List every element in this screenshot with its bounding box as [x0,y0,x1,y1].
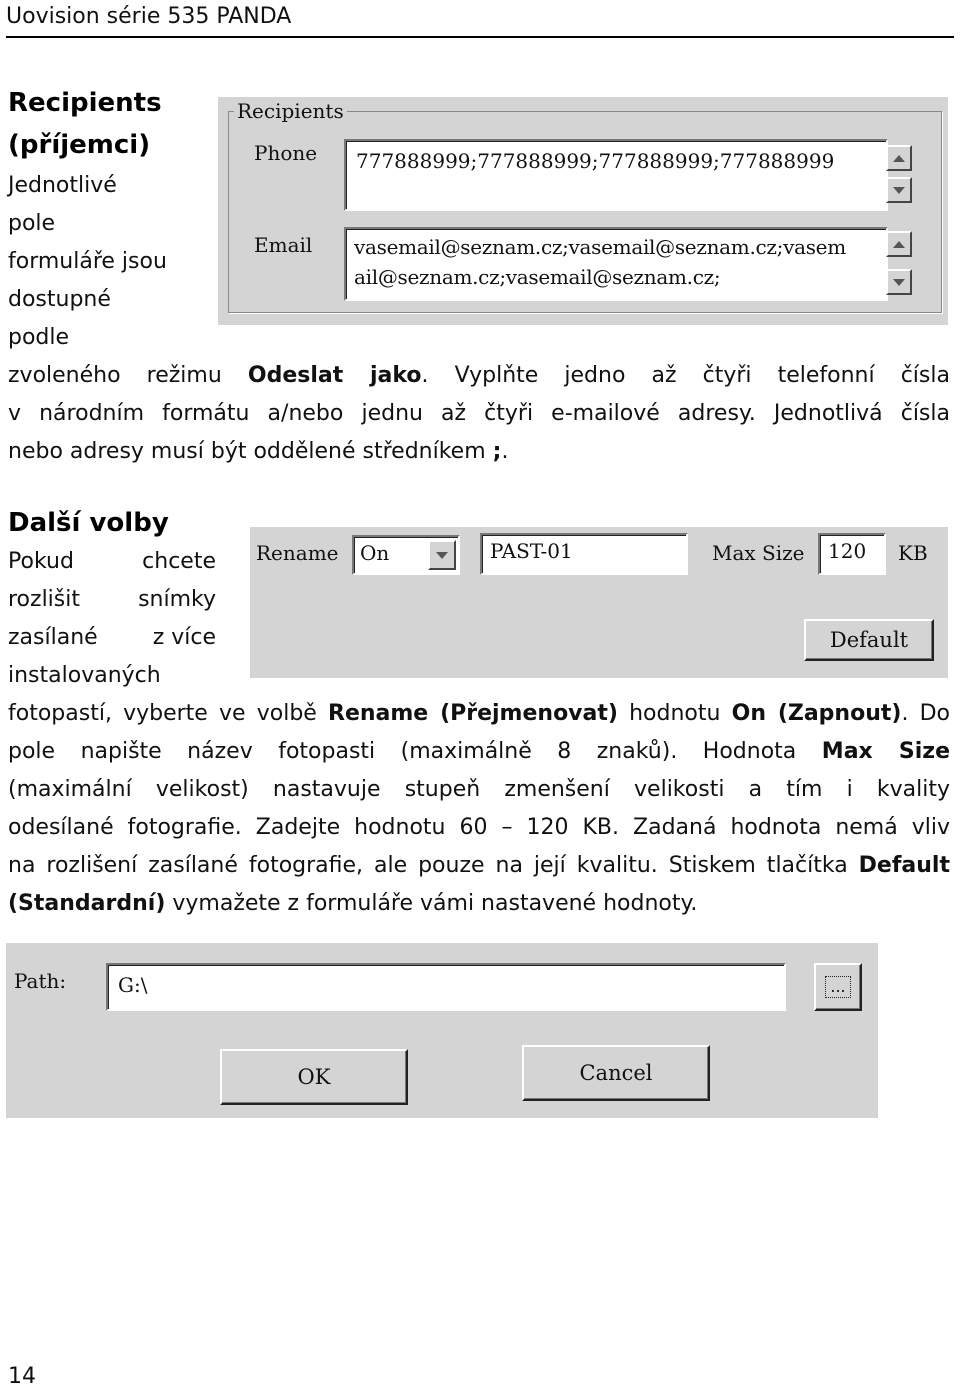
browse-button[interactable] [814,963,862,1011]
scroll-down-button[interactable] [886,177,912,203]
rename-select[interactable] [352,535,460,575]
recipients-group-label: Recipients [234,99,347,123]
side-text-line: podle [8,325,70,350]
paragraph-line: fotopastí, vyberte ve volbě Rename (Přejmenovat) hodnotu On (Zapnout). Do [8,701,951,726]
paragraph-line: zvoleného režimu Odeslat jako. Vyplňte jedno až čtyři telefonní čísla [8,363,950,388]
max-size-label: Max Size [712,541,805,565]
default-button[interactable]: Default [804,619,934,661]
paragraph-line: v národním formátu a/nebo jednu až čtyři e-mailové adresy. Jednotlivá čísla [8,401,950,426]
recipients-form [218,97,948,325]
page-header: Uovision série 535 PANDA [6,2,954,38]
paragraph-line: odesílané fotografie. Zadejte hodnotu 60 – 120 KB. Zadaná hodnota nemá vliv [8,815,950,840]
paragraph-line: (Standardní) vymažete z formuláře vámi nastavené hodnoty. [8,891,698,916]
page-number: 14 [8,1364,36,1389]
unit-label: KB [898,541,928,565]
arrow-up-icon [893,241,905,248]
path-form [6,943,878,1118]
email-field[interactable] [344,227,888,301]
max-size-value: 120 [828,539,867,563]
rename-label: Rename [256,541,339,565]
dropdown-button[interactable] [428,540,456,570]
phone-label: Phone [254,141,318,165]
recipients-heading-translation: (příjemci) [8,130,151,160]
path-value: G:\ [118,973,148,997]
cancel-button[interactable]: Cancel [522,1045,710,1101]
ok-button[interactable]: OK [220,1049,408,1105]
side-text-line: formuláře jsou [8,249,167,274]
arrow-down-icon [893,187,905,194]
side-text-line: pole [8,211,56,236]
scroll-up-button[interactable] [886,145,912,171]
recipients-heading: Recipients [8,88,162,118]
options-heading: Další volby [8,508,169,538]
rename-select-value: On [360,541,390,565]
camera-name-field[interactable] [480,533,688,575]
phone-value: 777888999;777888999;777888999;777888999 [356,149,835,173]
side-text-line: rozlišit snímky [8,587,216,612]
scroll-down-button[interactable] [886,269,912,295]
path-field[interactable] [106,963,786,1011]
email-value-line: vasemail@seznam.cz;vasemail@seznam.cz;vasem [354,235,846,259]
email-label: Email [254,233,313,257]
side-text-line: dostupné [8,287,111,312]
email-value-line: ail@seznam.cz;vasemail@seznam.cz; [354,265,721,289]
paragraph-line: nebo adresy musí být oddělené středníkem ;. [8,439,509,464]
side-text-line: Pokud chcete [8,549,216,574]
scroll-up-button[interactable] [886,231,912,257]
side-text-line: instalovaných [8,663,161,688]
paragraph-line: (maximální velikost) nastavuje stupeň zmenšení velikosti a tím i kvality [8,777,950,802]
options-form [250,527,948,678]
paragraph-line: pole napište název fotopasti (maximálně 8 znaků). Hodnota Max Size [8,739,950,764]
path-label: Path: [14,969,67,993]
phone-field[interactable] [344,139,888,211]
arrow-down-icon [893,279,905,286]
arrow-up-icon [893,155,905,162]
side-text-line: Jednotlivé [8,173,117,198]
side-text-line: zasílané z více [8,625,216,650]
max-size-field[interactable] [818,533,886,575]
camera-name-value: PAST-01 [490,539,573,563]
browse-ellipsis-icon: ... [825,976,850,998]
paragraph-line: na rozlišení zasílané fotografie, ale pouze na její kvalitu. Stiskem tlačítka Default [8,853,950,878]
chevron-down-icon [436,552,448,559]
